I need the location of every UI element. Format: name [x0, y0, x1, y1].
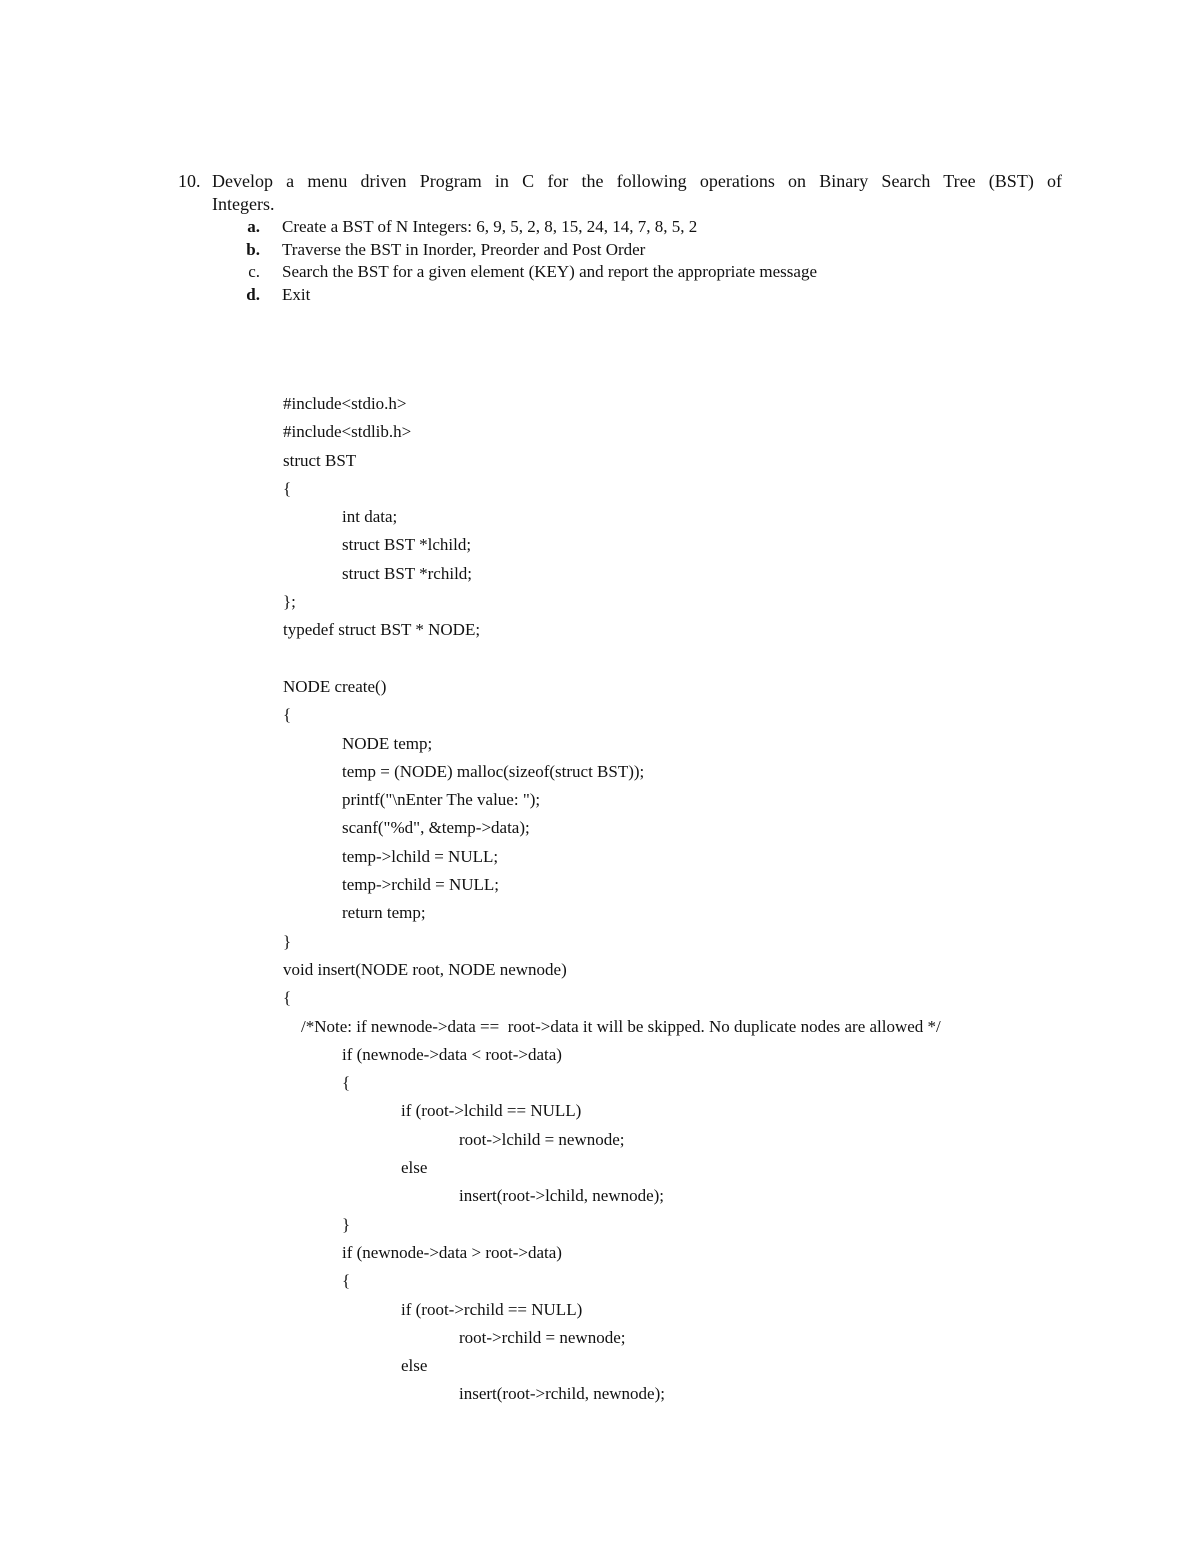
code-line: }	[283, 931, 292, 951]
code-line: NODE temp;	[342, 733, 433, 753]
code-line: if (newnode->data < root->data)	[342, 1044, 562, 1064]
question-line	[178, 170, 1062, 193]
code-line: insert(root->rchild, newnode);	[459, 1384, 665, 1404]
code-line: #include<stdlib.h>	[283, 422, 412, 442]
option-item	[178, 216, 1062, 239]
code-listing	[283, 390, 1083, 1409]
option-text: Traverse the BST in Inorder, Preorder and Post Order	[282, 239, 646, 259]
code-line: #include<stdio.h>	[283, 394, 407, 413]
question-text: Develop a menu driven Program in C for the following operations on Binary Search Tree (BST) of	[212, 171, 1062, 191]
code-line: temp = (NODE) malloc(sizeof(struct BST));	[342, 761, 645, 781]
option-letter: b.	[246, 239, 260, 259]
code-line: temp->rchild = NULL;	[342, 875, 500, 895]
code-line: {	[283, 988, 292, 1008]
code-line: void insert(NODE root, NODE newnode)	[283, 959, 567, 979]
code-line: else	[401, 1356, 428, 1376]
option-item	[178, 239, 1062, 262]
code-line: };	[283, 592, 296, 612]
code-line: insert(root->lchild, newnode);	[459, 1186, 665, 1206]
code-line: if (newnode->data > root->data)	[342, 1242, 562, 1262]
code-line: struct BST *lchild;	[342, 535, 472, 555]
question-block	[178, 170, 1062, 306]
code-blank-line	[283, 645, 1083, 673]
code-line: /*Note: if newnode->data == root->data it will be skipped. No duplicate nodes are allowed */	[301, 1016, 941, 1036]
code-line: struct BST *rchild;	[342, 563, 473, 583]
code-line: if (root->lchild == NULL)	[401, 1101, 582, 1121]
code-line: struct BST	[283, 450, 357, 470]
option-letter: a.	[247, 217, 260, 236]
code-line: if (root->rchild == NULL)	[401, 1299, 583, 1319]
code-line: NODE create()	[283, 676, 387, 696]
code-line: {	[342, 1271, 351, 1291]
code-line: scanf("%d", &temp->data);	[342, 818, 530, 838]
question-number: 10.	[178, 171, 201, 191]
option-text: Create a BST of N Integers: 6, 9, 5, 2, 8, 15, 24, 14, 7, 8, 5, 2	[282, 217, 698, 236]
code-line: root->lchild = newnode;	[459, 1129, 625, 1149]
option-letter: d.	[246, 284, 260, 304]
code-line: {	[283, 705, 292, 725]
option-text: Exit	[282, 284, 311, 304]
code-line: printf("\nEnter The value: ");	[342, 790, 541, 810]
code-line: int data;	[342, 507, 398, 527]
code-line: temp->lchild = NULL;	[342, 846, 499, 866]
option-item	[178, 284, 1062, 307]
question-text-continued: Integers.	[212, 194, 275, 214]
code-line: }	[342, 1214, 351, 1234]
code-line: else	[401, 1158, 428, 1178]
option-text: Search the BST for a given element (KEY) and report the appropriate message	[282, 262, 817, 281]
code-line: root->rchild = newnode;	[459, 1327, 626, 1347]
option-letter: c.	[248, 262, 260, 281]
option-list	[178, 216, 1062, 306]
code-line: typedef struct BST * NODE;	[283, 620, 481, 640]
code-line: {	[283, 478, 292, 498]
code-line: return temp;	[342, 903, 426, 923]
code-line: {	[342, 1073, 351, 1093]
option-item	[178, 261, 1062, 284]
